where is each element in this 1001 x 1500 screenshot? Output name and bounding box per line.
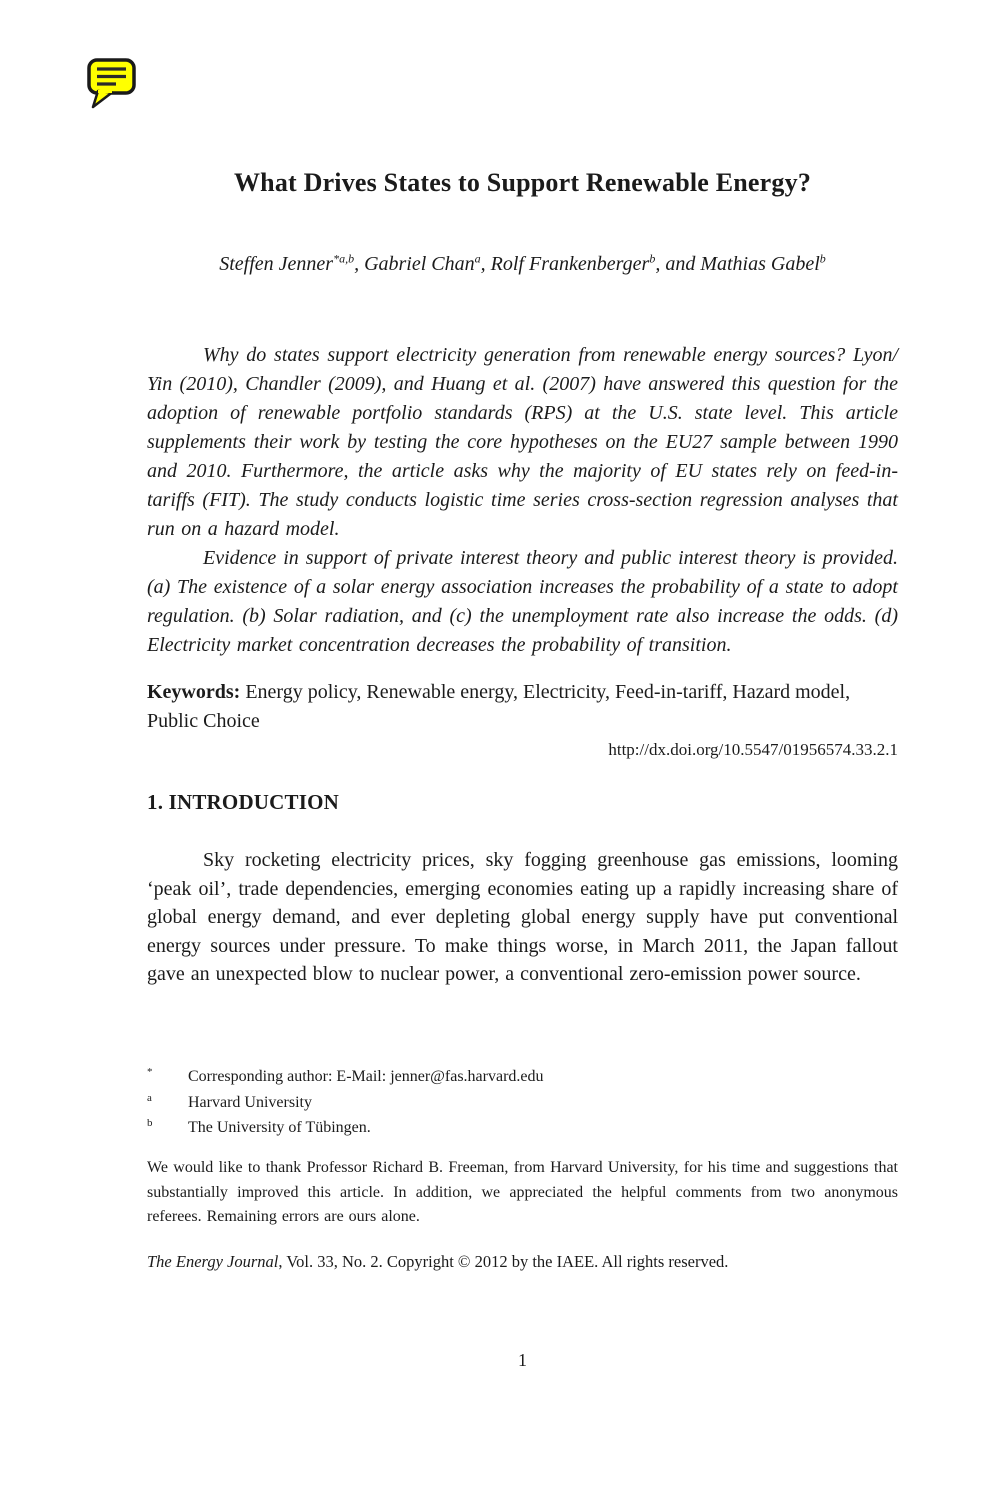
note-annotation-icon[interactable] <box>86 56 140 110</box>
footnotes <box>147 1064 898 1141</box>
page-number: 1 <box>518 1350 527 1370</box>
paper-title: What Drives States to Support Renewable Energy? <box>233 168 812 197</box>
author-name: Rolf Frankenberger <box>490 253 650 275</box>
author-affiliation-sup: b <box>649 251 656 266</box>
author-name: Steffen Jenner <box>219 253 334 275</box>
footnote-marker: a <box>147 1091 152 1104</box>
author-separator: , and <box>655 253 701 275</box>
author-name: Gabriel Chan <box>364 253 475 275</box>
abstract <box>147 341 898 660</box>
journal-citation-rest: , Vol. 33, No. 2. Copyright © 2012 by the IAEE. All rights reserved. <box>278 1252 729 1271</box>
author-name: Mathias Gabel <box>700 253 820 275</box>
footnote-text: Harvard University <box>188 1093 312 1111</box>
abstract-paragraph-2: Evidence in support of private interest theory and public interest theory is provided. (a) The existence of a solar energy association increases the probability of a state to adopt regulation. (b) Solar radiation, and (c) the unemployment rate also increase the odds. (d) Electricity market concentration decreases the probability of transition. <box>147 547 898 656</box>
author-separator: , <box>480 253 491 275</box>
footnote-marker: b <box>147 1117 153 1129</box>
author-affiliation-sup: b <box>819 251 826 266</box>
author-line <box>147 253 898 276</box>
author-separator: , <box>354 253 365 275</box>
abstract-paragraph-1: Why do states support electricity generation from renewable energy sources? Lyon/ Yin (2010), Chandler (2009), and Huang et al. (2007) have answered this question for the adoption of renewable portfolio standards (RPS) at the U.S. state level. This article supplements their work by testing the core hypotheses on the EU27 sample between 1990 and 2010. Furthermore, the article asks why the majority of EU states rely on feed-in-tariffs (FIT). The study conducts logistic time series cross-section regression analyses that run on a hazard model. <box>147 344 898 540</box>
footnote-text: Corresponding author: E-Mail: jenner@fas.harvard.edu <box>188 1068 544 1085</box>
footnote-marker: * <box>147 1066 153 1078</box>
keywords-label: Keywords: <box>147 681 241 703</box>
footnote-affiliation-b <box>147 1115 898 1141</box>
keywords-line <box>147 678 898 736</box>
section-heading-introduction: 1. INTRODUCTION <box>147 790 340 814</box>
author-affiliation-sup: *a,b <box>333 251 355 266</box>
author-affiliation-sup: a <box>474 251 481 266</box>
keywords-text: Energy policy, Renewable energy, Electricity, Feed-in-tariff, Hazard model, Public Choice <box>147 681 851 732</box>
footnote-text: The University of Tübingen. <box>188 1119 371 1136</box>
doi-link: http://dx.doi.org/10.5547/01956574.33.2.1 <box>608 740 898 759</box>
intro-paragraph: Sky rocketing electricity prices, sky fogging greenhouse gas emissions, looming ‘peak oil’, trade dependencies, emerging economies eating up a rapidly increasing share of global energy demand, and ever depleting global energy supply have put conventional energy sources under pressure. To make things worse, in March 2011, the Japan fallout gave an unexpected blow to nuclear power, a conventional zero-emission power source. <box>147 849 898 985</box>
journal-name: The Energy Journal <box>147 1252 279 1271</box>
footnote-affiliation-a <box>147 1090 898 1116</box>
footnote-corresponding-author <box>147 1064 898 1090</box>
acknowledgment: We would like to thank Professor Richard B. Freeman, from Harvard University, for his time and suggestions that substantially improved this article. In addition, we appreciated the helpful comments from two anonymous referees. Remaining errors are ours alone. <box>147 1159 898 1225</box>
journal-citation <box>147 1250 898 1274</box>
speech-bubble-icon <box>86 56 140 110</box>
